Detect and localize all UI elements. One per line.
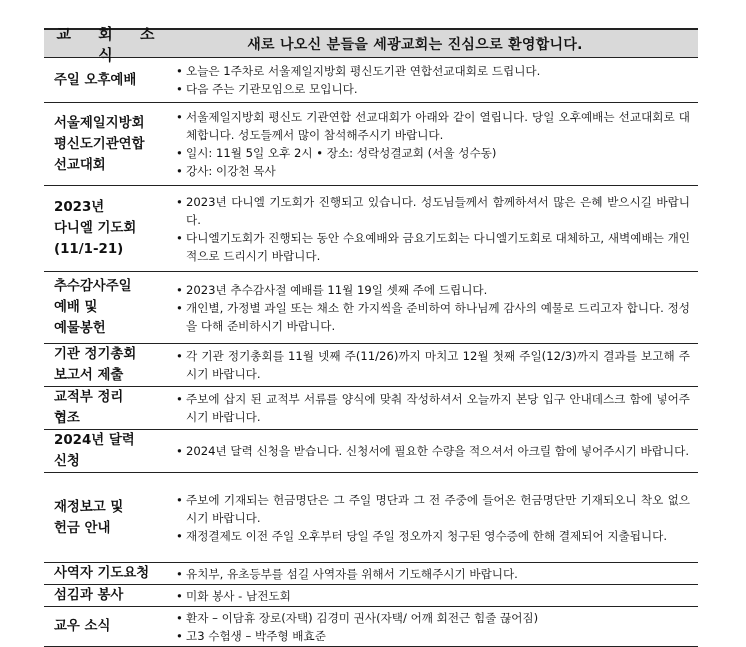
news-row-label <box>44 103 172 186</box>
news-row <box>44 344 698 387</box>
news-row-label-line: 협조 <box>54 411 80 426</box>
news-item: • 오늘은 1주차로 서울제일지방회 평신도기관 연합선교대회로 드립니다. <box>176 62 690 80</box>
news-row-body <box>172 58 698 103</box>
news-item: • 다음 주는 기관모임으로 모입니다. <box>176 80 690 98</box>
news-item: • 서울제일지방회 평신도 기관연합 선교대회가 아래와 같이 열립니다. 당일 오후예배는 선교대회로 대체합니다. 성도들께서 많이 참석해주시기 바랍니다. <box>176 108 690 144</box>
news-row-label <box>44 430 172 473</box>
news-row-label-line: 보고서 제출 <box>54 368 124 383</box>
news-row <box>44 473 698 563</box>
news-rows <box>44 58 698 647</box>
news-item: • 주보에 삽지 된 교적부 서류를 양식에 맞춰 작성하셔서 오늘까지 본당 입구 안내데스크 함에 넣어주시기 바랍니다. <box>176 390 690 426</box>
news-item-list <box>176 587 690 605</box>
news-row <box>44 607 698 647</box>
news-row <box>44 585 698 607</box>
news-row-body <box>172 103 698 186</box>
news-row-label-line: 서울제일지방회 <box>54 115 145 131</box>
news-item-list <box>176 565 690 583</box>
news-row-label-line: 예물봉헌 <box>54 321 106 336</box>
news-row-label-line: 교적부 정리 <box>54 390 124 405</box>
news-row-label-line: 주일 오후예배 <box>54 72 137 88</box>
news-row-label-line: 기관 정기총회 <box>54 347 137 362</box>
news-row-body <box>172 607 698 647</box>
news-item: • 주보에 기재되는 헌금명단은 그 주일 명단과 그 전 주중에 들어온 헌금명단만 기재되오니 착오 없으시기 바랍니다. <box>176 491 690 527</box>
news-row-label-line: 다니엘 기도회 <box>54 221 137 236</box>
news-row-label <box>44 344 172 387</box>
news-row-label-line: 2024년 달력 <box>54 433 135 448</box>
news-row-label-line: 교우 소식 <box>54 619 111 634</box>
news-row-label-line: 신청 <box>54 454 80 469</box>
news-item-list <box>176 108 690 180</box>
news-row-label-line: 섬김과 봉사 <box>54 588 124 603</box>
news-row-label-line: 추수감사주일 <box>54 279 132 294</box>
news-item: • 개인별, 가정별 과일 또는 채소 한 가지씩을 준비하여 하나님께 감사의 예물로 드리고자 합니다. 정성을 다해 준비하시기 바랍니다. <box>176 299 690 335</box>
news-row <box>44 387 698 430</box>
news-table <box>44 24 698 647</box>
news-item-list <box>176 491 690 545</box>
news-row-body <box>172 430 698 473</box>
news-row <box>44 430 698 473</box>
news-item: • 미화 봉사 - 남전도회 <box>176 587 690 605</box>
news-item: • 2023년 추수감사절 예배를 11월 19일 셋째 주에 드립니다. <box>176 281 690 299</box>
news-row-label <box>44 473 172 563</box>
news-row <box>44 186 698 272</box>
news-row-label-line: (11/1-21) <box>54 242 124 257</box>
news-item: • 강사: 이강천 목사 <box>176 162 690 180</box>
church-news-sheet <box>44 24 698 647</box>
news-row-label-line: 헌금 안내 <box>54 520 111 536</box>
news-row-label-line: 선교대회 <box>54 157 106 173</box>
news-row-label <box>44 272 172 344</box>
news-item-list <box>176 193 690 265</box>
news-item: • 환자 – 이담휴 장로(자택) 김경미 권사(자택/ 어깨 회전근 힘줄 끊어짐) <box>176 609 690 627</box>
news-item: • 재정결제도 이전 주일 오후부터 당일 주일 정오까지 청구된 영수증에 한해 결제되어 지출됩니다. <box>176 527 690 545</box>
news-row-label <box>44 607 172 647</box>
news-row-body <box>172 387 698 430</box>
news-row-body <box>172 272 698 344</box>
news-item: • 고3 수험생 – 박주형 배효준 <box>176 627 690 645</box>
news-item-list <box>176 442 690 460</box>
news-row-label-line: 2023년 <box>54 200 105 215</box>
news-row-label <box>44 563 172 585</box>
news-row <box>44 563 698 585</box>
news-item: • 2024년 달력 신청을 받습니다. 신청서에 필요한 수량을 적으셔서 아크릴 함에 넣어주시기 바랍니다. <box>176 442 690 460</box>
news-item: • 각 기관 정기총회를 11월 넷째 주(11/26)까지 마치고 12월 첫째 주일(12/3)까지 결과를 보고해 주시기 바랍니다. <box>176 347 690 383</box>
news-row-label <box>44 585 172 607</box>
news-row <box>44 272 698 344</box>
news-item-list <box>176 62 690 98</box>
news-row-label-line: 예배 및 <box>54 300 98 315</box>
news-item: • 2023년 다니엘 기도회가 진행되고 있습니다. 성도님들께서 함께하셔서 많은 은혜 받으시길 바랍니다. <box>176 193 690 229</box>
news-item-list <box>176 390 690 426</box>
news-item-list <box>176 609 690 645</box>
news-item: • 일시: 11월 5일 오후 2시 • 장소: 성락성결교회 (서울 성수동) <box>176 144 690 162</box>
news-item: • 다니엘기도회가 진행되는 동안 수요예배와 금요기도회는 다니엘기도회로 대체하고, 새벽예배는 개인적으로 드리시기 바랍니다. <box>176 229 690 265</box>
news-row-label <box>44 387 172 430</box>
news-item-list <box>176 347 690 383</box>
news-row-body <box>172 344 698 387</box>
news-row-body <box>172 585 698 607</box>
header-row <box>44 29 698 58</box>
news-row-body <box>172 563 698 585</box>
news-row-label-line: 사역자 기도요청 <box>54 566 150 581</box>
news-row <box>44 103 698 186</box>
news-row-label <box>44 186 172 272</box>
news-row-label-line: 평신도기관연합 <box>54 136 145 152</box>
welcome-message: 새로 나오신 분들을 세광교회는 진심으로 환영합니다. <box>247 36 583 53</box>
news-row-label-line: 재정보고 및 <box>54 499 124 515</box>
news-row-body <box>172 186 698 272</box>
news-item-list <box>176 281 690 335</box>
news-item: • 유치부, 유초등부를 섬길 사역자를 위해서 기도해주시기 바랍니다. <box>176 565 690 583</box>
news-row-body <box>172 473 698 563</box>
section-title: 교 회 소 식 <box>56 24 166 64</box>
